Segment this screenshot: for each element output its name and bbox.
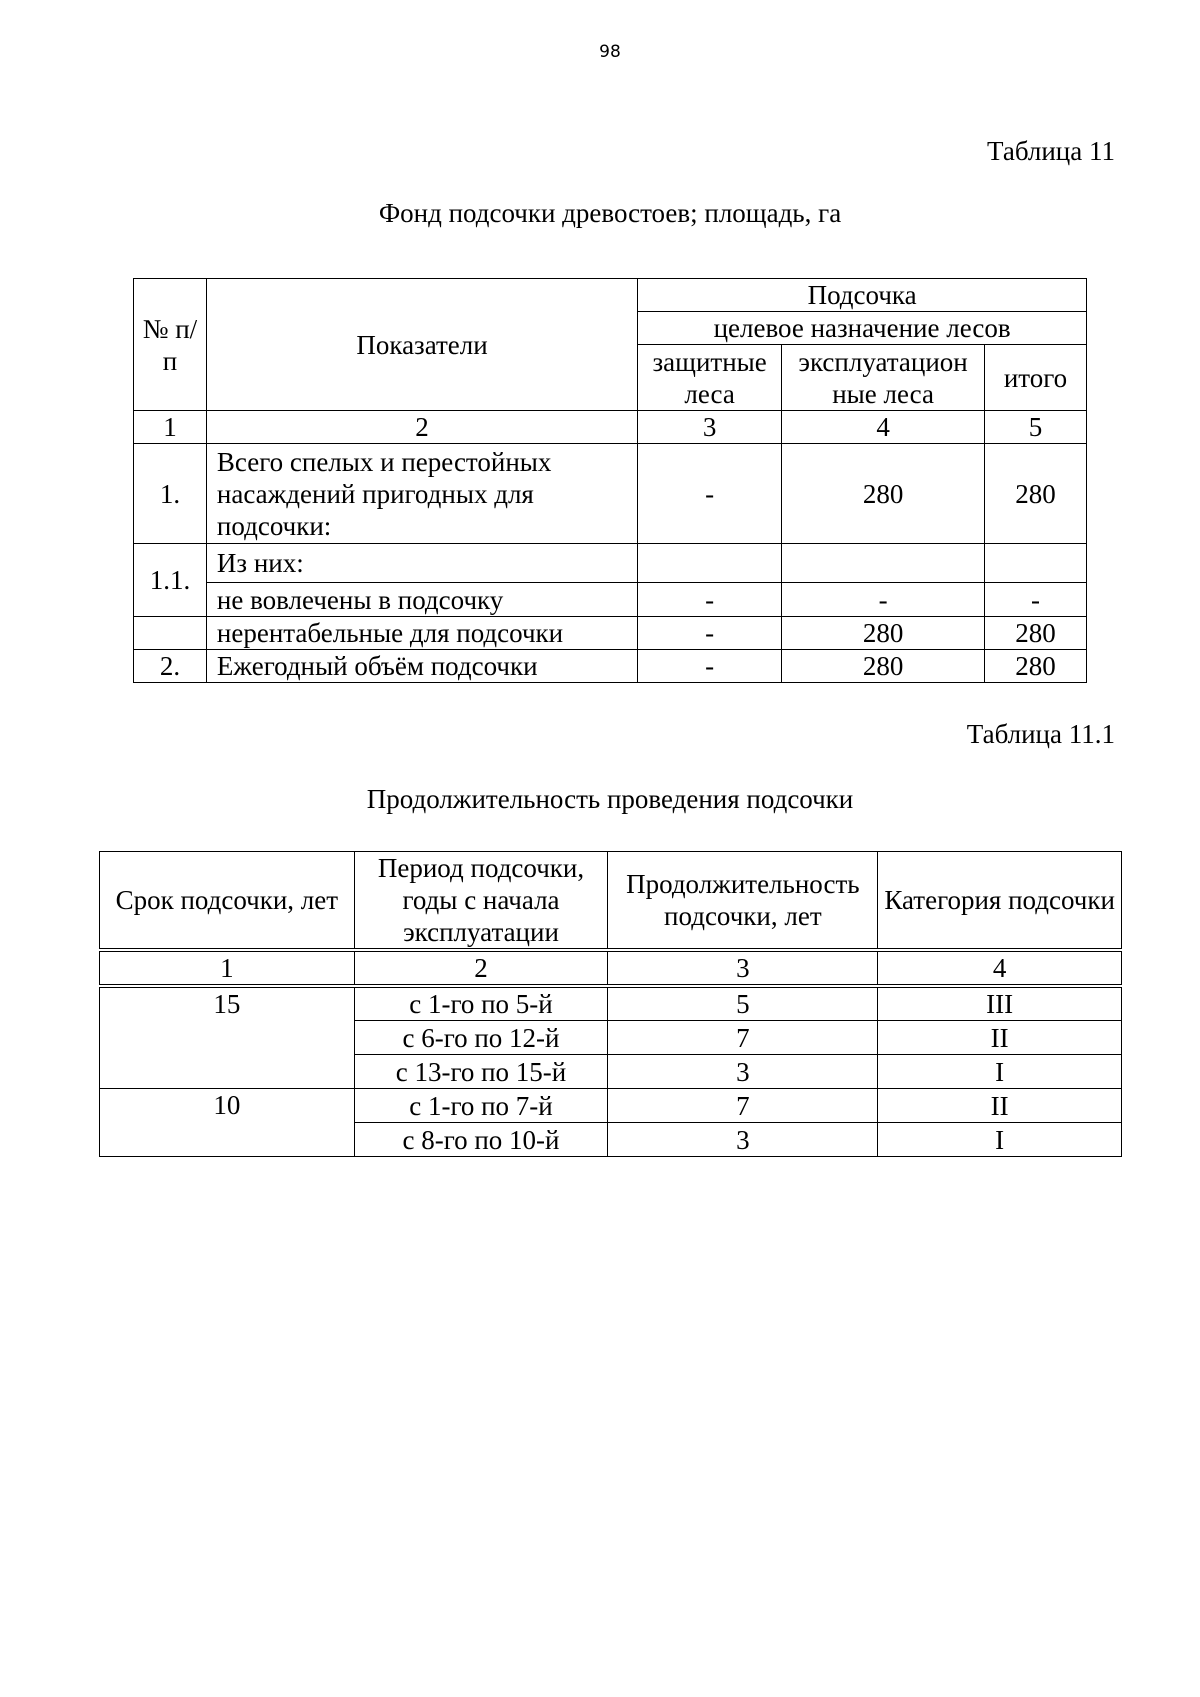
table-row — [134, 444, 1087, 544]
row-period: с 13-го по 15-й — [354, 1055, 608, 1089]
table-row — [134, 544, 1087, 583]
header-category: Категория подсочки — [878, 852, 1122, 951]
tapping-duration-table — [99, 851, 1122, 1157]
col-number: 2 — [354, 950, 608, 986]
table-row — [134, 617, 1087, 650]
row-num — [134, 617, 207, 650]
column-number-row — [100, 950, 1122, 986]
row-protective — [638, 544, 782, 583]
column-number-row — [134, 411, 1087, 444]
table-row — [134, 583, 1087, 617]
col-number: 5 — [985, 411, 1087, 444]
row-total: 280 — [985, 617, 1087, 650]
row-exploitation — [782, 544, 985, 583]
col-number: 1 — [134, 411, 207, 444]
header-num: № п/п — [134, 279, 207, 411]
header-exploitation: эксплуатацион ные леса — [782, 345, 985, 411]
row-protective: - — [638, 650, 782, 683]
row-protective: - — [638, 617, 782, 650]
row-protective: - — [638, 583, 782, 617]
row-exploitation: 280 — [782, 444, 985, 544]
row-period: с 1-го по 7-й — [354, 1089, 608, 1123]
row-duration: 3 — [608, 1123, 878, 1157]
col-number: 1 — [100, 950, 355, 986]
row-total: 280 — [985, 650, 1087, 683]
forest-tapping-fund-table — [133, 278, 1087, 683]
table-row — [100, 1089, 1122, 1123]
row-exploitation: 280 — [782, 617, 985, 650]
header-group: Подсочка — [638, 279, 1087, 312]
header-period: Период подсочки, годы с начала эксплуатации — [354, 852, 608, 951]
table-row — [100, 986, 1122, 1021]
row-name: Всего спелых и перестойных насаждений пригодных для подсочки: — [206, 444, 637, 544]
row-name: нерентабельные для подсочки — [206, 617, 637, 650]
row-term: 15 — [100, 986, 355, 1089]
row-category: III — [878, 986, 1122, 1021]
header-term: Срок подсочки, лет — [100, 852, 355, 951]
row-category: II — [878, 1021, 1122, 1055]
row-protective: - — [638, 444, 782, 544]
row-term: 10 — [100, 1089, 355, 1157]
row-total — [985, 544, 1087, 583]
col-number: 4 — [878, 950, 1122, 986]
table2-title: Продолжительность проведения подсочки — [366, 784, 854, 814]
row-category: II — [878, 1089, 1122, 1123]
row-category: I — [878, 1123, 1122, 1157]
row-period: с 8-го по 10-й — [354, 1123, 608, 1157]
row-exploitation: 280 — [782, 650, 985, 683]
row-duration: 7 — [608, 1021, 878, 1055]
row-name: Из них: — [206, 544, 637, 583]
table2-label: Таблица 11.1 — [966, 719, 1115, 749]
row-duration: 7 — [608, 1089, 878, 1123]
col-number: 3 — [608, 950, 878, 986]
col-number: 4 — [782, 411, 985, 444]
header-duration: Продолжительность подсочки, лет — [608, 852, 878, 951]
row-total: 280 — [985, 444, 1087, 544]
page-number: 98 — [599, 42, 621, 62]
header-indicators: Показатели — [206, 279, 637, 411]
header-total: итого — [985, 345, 1087, 411]
col-number: 2 — [206, 411, 637, 444]
row-num: 1.1. — [134, 544, 207, 617]
row-period: с 6-го по 12-й — [354, 1021, 608, 1055]
header-protective: защитные леса — [638, 345, 782, 411]
row-num: 2. — [134, 650, 207, 683]
table-row — [134, 650, 1087, 683]
row-total: - — [985, 583, 1087, 617]
row-num: 1. — [134, 444, 207, 544]
row-duration: 5 — [608, 986, 878, 1021]
row-duration: 3 — [608, 1055, 878, 1089]
row-period: с 1-го по 5-й — [354, 986, 608, 1021]
table1-title: Фонд подсочки древостоев; площадь, га — [378, 198, 842, 228]
row-exploitation: - — [782, 583, 985, 617]
col-number: 3 — [638, 411, 782, 444]
row-category: I — [878, 1055, 1122, 1089]
header-subgroup: целевое назначение лесов — [638, 312, 1087, 345]
row-name: Ежегодный объём подсочки — [206, 650, 637, 683]
table1-label: Таблица 11 — [987, 136, 1115, 166]
row-name: не вовлечены в подсочку — [206, 583, 637, 617]
